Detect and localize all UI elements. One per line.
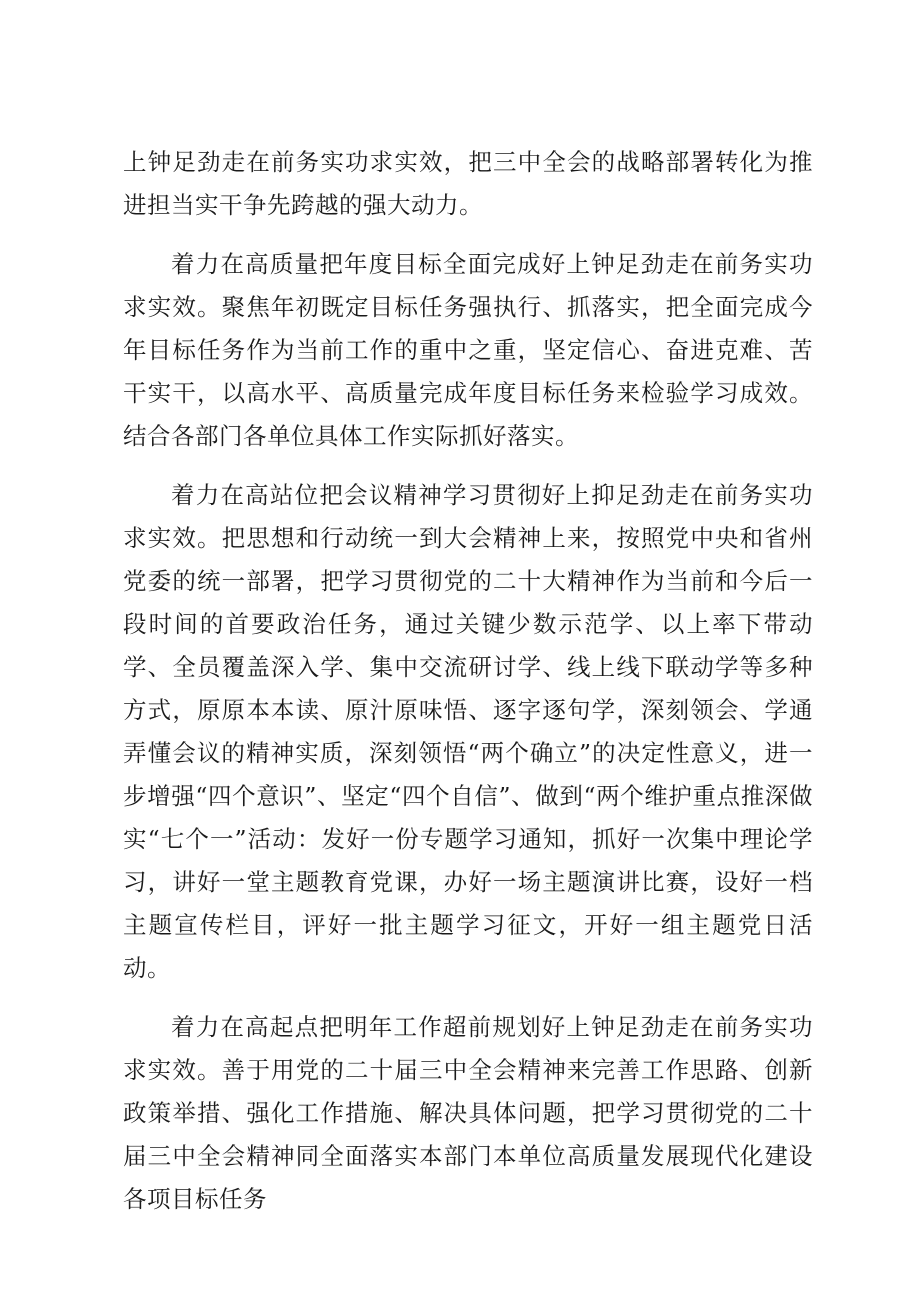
paragraph-continuation: 上钟足劲走在前务实功求实效，把三中全会的战略部署转化为推进担当实干争先跨越的强大动力。	[123, 148, 813, 219]
document-body	[123, 141, 813, 1221]
paragraph-next-year-plan: 着力在高起点把明年工作超前规划好上钟足劲走在前务实功求实效。善于用党的二十届三中全会精神来完善工作思路、创新政策举措、强化工作措施、解决具体问题，把学习贯彻党的二十届三中全会精神同全面落实本部门本单位高质量发展现代化建设各项目标任务	[123, 1013, 813, 1213]
paragraph-annual-goals: 着力在高质量把年度目标全面完成好上钟足劲走在前务实功求实效。聚焦年初既定目标任务强执行、抓落实，把全面完成今年目标任务作为当前工作的重中之重，坚定信心、奋进克难、苦干实干，以高水平、高质量完成年度目标任务来检验学习成效。结合各部门各单位具体工作实际抓好落实。	[123, 250, 813, 450]
paragraph-meeting-spirit: 着力在高站位把会议精神学习贯彻好上抑足劲走在前务实功求实效。把思想和行动统一到大会精神上来，按照党中央和省州党委的统一部署，把学习贯彻党的二十大精神作为当前和今后一段时间的首要政治任务，通过关键少数示范学、以上率下带动学、全员覆盖深入学、集中交流研讨学、线上线下联动学等多种方式，原原本本读、原汁原味悟、逐字逐句学，深刻领会、学通弄懂会议的精神实质，深刻领悟“两个确立”的决定性意义，进一步增强“四个意识”、坚定“四个自信”、做到“两个维护重点推深做实“七个一”活动：发好一份专题学习通知，抓好一次集中理论学习，讲好一堂主题教育党课，办好一场主题演讲比赛，设好一档主题宣传栏目，评好一批主题学习征文，开好一组主题党日活动。	[123, 481, 813, 982]
